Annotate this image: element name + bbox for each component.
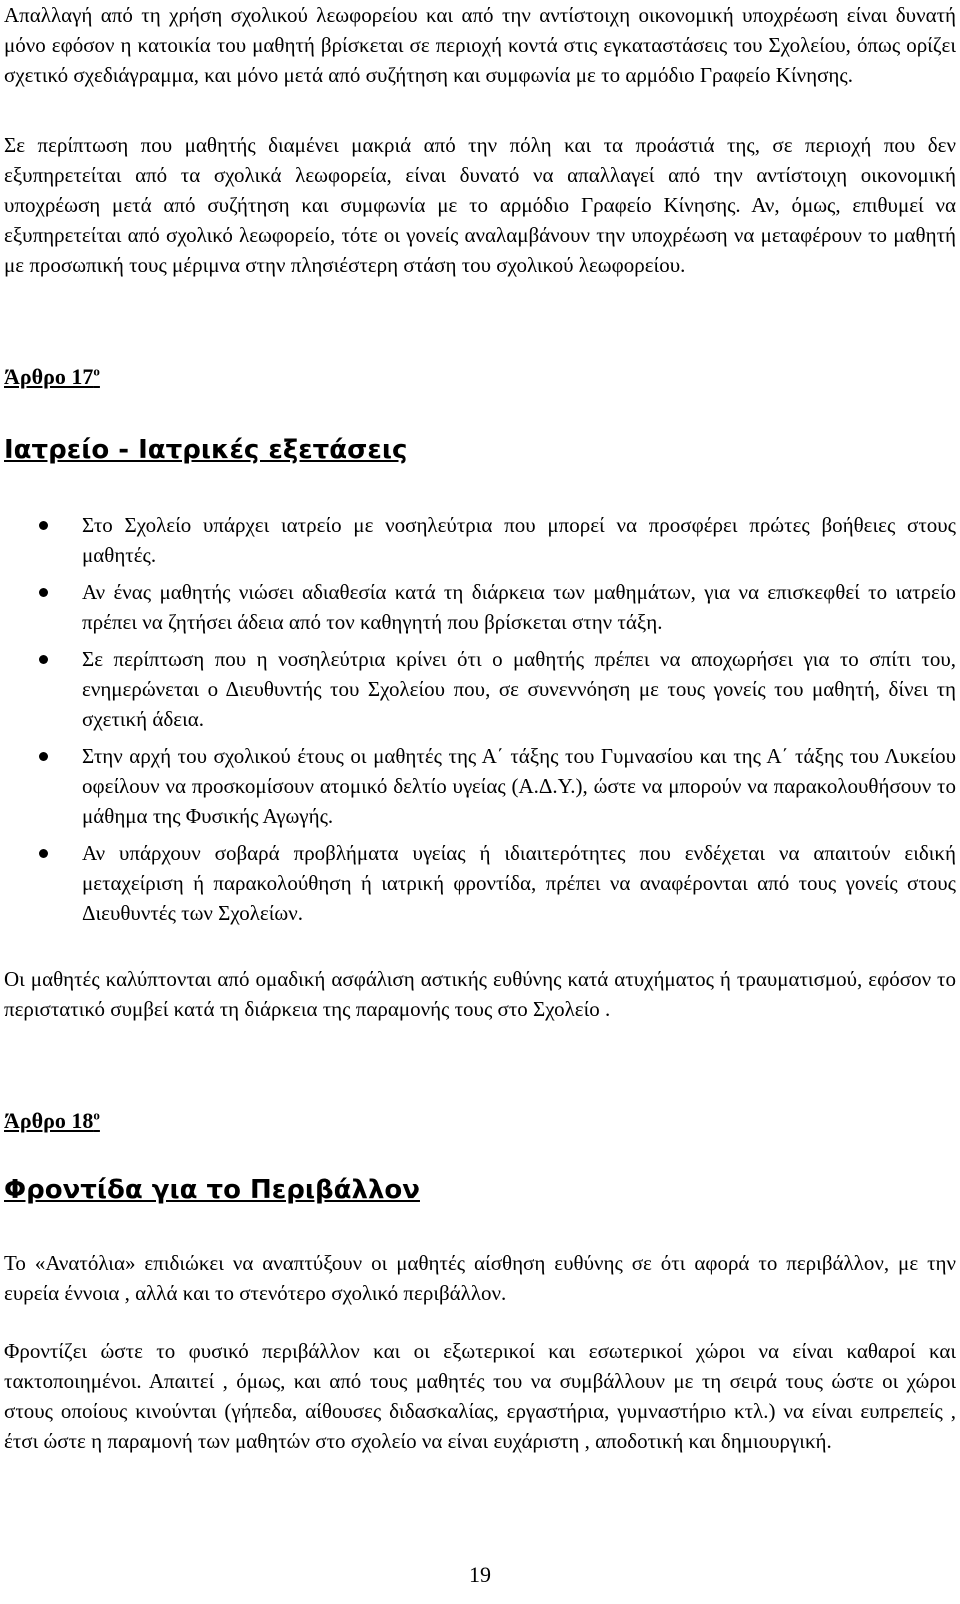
bullet-icon: [39, 588, 48, 597]
paragraph-remote-residence: Σε περίπτωση που μαθητής διαμένει μακριά από την πόλη και τα προάστιά της, σε περιοχή που δεν εξυπηρετείται από τα σχολικά λεωφορεία, είναι δυνατό να απαλλαγεί από την αντίστοιχη οικονομική υποχρέωση μετά από συζήτηση και συμφωνία με το αρμόδιο Γραφείο Κίνησης. Αν, όμως, επιθυμεί να εξυπηρετείται από σχολικό λεωφορείο, τότε οι γονείς αναλαμβάνουν την υποχρέωση να μεταφέρουν το μαθητή με προσωπική τους μέριμνα στην πλησιέστερη στάση του σχολικού λεωφορείου.: [4, 133, 956, 277]
article-17-superscript: ο: [93, 363, 100, 379]
list-item: [0, 838, 956, 928]
bullet-text: Αν υπάρχουν σοβαρά προβλήματα υγείας ή ιδιαιτερότητες που ενδέχεται να απαιτούν ειδική μεταχείριση ή παρακολούθηση ή ιατρική φροντίδα, πρέπει να αναφέρονται από τους γονείς στους Διευθυντές των Σχολείων.: [82, 841, 956, 925]
bullet-text: Αν ένας μαθητής νιώσει αδιαθεσία κατά τη διάρκεια των μαθημάτων, για να επισκεφθεί το ιατρείο πρέπει να ζητήσει άδεια από τον καθηγητή που βρίσκεται στην τάξη.: [82, 580, 956, 634]
article-18-superscript: ο: [93, 1107, 100, 1123]
bullet-icon: [39, 521, 48, 530]
bullet-text: Στο Σχολείο υπάρχει ιατρείο με νοσηλεύτρια που μπορεί να προσφέρει πρώτες βοήθειες στους μαθητές.: [82, 513, 956, 567]
list-item: [0, 644, 956, 734]
bullet-icon: [39, 752, 48, 761]
article-18-title: Φροντίδα για το Περιβάλλον: [4, 1175, 420, 1205]
page-number: 19: [469, 1562, 491, 1587]
list-item: [0, 577, 956, 637]
paragraph-environment-care: Φροντίζει ώστε το φυσικό περιβάλλον και οι εξωτερικοί και εσωτερικοί χώροι να είναι καθαροί και τακτοποιημένοι. Απαιτεί , όμως, και από τους μαθητές του να συμβάλλουν με τη σειρά τους ώστε οι χώροι στους οποίους κινούνται (γήπεδα, αίθουσες διδασκαλίας, εργαστήρια, γυμναστήριο κτλ.) να είναι ευπρεπείς , έτσι ώστε η παραμονή των μαθητών στο σχολείο να είναι ευχάριστη , αποδοτική και δημιουργική.: [4, 1339, 956, 1453]
bullet-icon: [39, 655, 48, 664]
bullet-text: Στην αρχή του σχολικού έτους οι μαθητές της Α΄ τάξης του Γυμνασίου και της Α΄ τάξης του Λυκείου οφείλουν να προσκομίσουν ατομικό δελτίο υγείας (Α.Δ.Υ.), ώστε να μπορούν να παρακολουθήσουν το μάθημα της Φυσικής Αγωγής.: [82, 744, 956, 828]
paragraph-insurance: Οι μαθητές καλύπτονται από ομαδική ασφάλιση αστικής ευθύνης κατά ατυχήματος ή τραυματισμού, εφόσον το περιστατικό συμβεί κατά τη διάρκεια της παραμονής τους στο Σχολείο .: [4, 967, 956, 1021]
paragraph-bus-exemption: Απαλλαγή από τη χρήση σχολικού λεωφορείου και από την αντίστοιχη οικονομική υποχρέωση είναι δυνατή μόνο εφόσον η κατοικία του μαθητή βρίσκεται σε περιοχή κοντά στις εγκαταστάσεις του Σχολείου, όπως ορίζει σχετικό σχεδιάγραμμα, και μόνο μετά από συζήτηση και συμφωνία με το αρμόδιο Γραφείο Κίνησης.: [4, 3, 956, 87]
list-item: [0, 741, 956, 831]
list-item: [0, 510, 956, 570]
bullet-text: Σε περίπτωση που η νοσηλεύτρια κρίνει ότι ο μαθητής πρέπει να αποχωρήσει για το σπίτι του, ενημερώνεται ο Διευθυντής του Σχολείου που, σε συνεννόηση με τους γονείς του μαθητή, δίνει τη σχετική άδεια.: [82, 647, 956, 731]
article-17-label: Άρθρο 17: [4, 364, 94, 389]
article-18-heading: [4, 1106, 100, 1136]
article-18-label: Άρθρο 18: [4, 1108, 94, 1133]
article-17-title: Ιατρείο - Ιατρικές εξετάσεις: [4, 435, 408, 465]
bullet-icon: [39, 849, 48, 858]
article-17-heading: [4, 362, 100, 392]
article-17-bullet-list: [0, 510, 956, 935]
paragraph-environment-aim: Το «Ανατόλια» επιδιώκει να αναπτύξουν οι μαθητές αίσθηση ευθύνης σε ότι αφορά το περιβάλλον, με την ευρεία έννοια , αλλά και το στενότερο σχολικό περιβάλλον.: [4, 1251, 956, 1305]
